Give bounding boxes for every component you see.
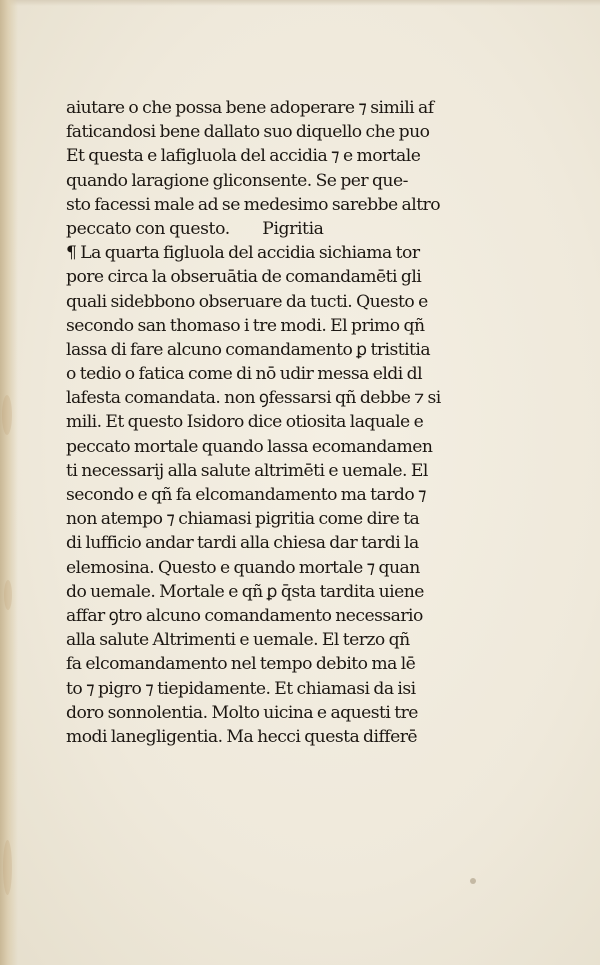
text-line: ¶ La quarta figluola del accidia sichiama tor <box>66 243 420 264</box>
text-line: aiutare o che possa bene adoperare ⁊ simili af <box>66 98 434 118</box>
text-line: doro sonnolentia. Molto uicina e aquesti tre <box>66 702 418 723</box>
text-line: alla salute Altrimenti e uemale. El terzo qñ <box>66 630 410 651</box>
text-block <box>66 96 486 749</box>
text-line: lassa di fare alcuno comandamento ꝑ tristitia <box>66 339 431 360</box>
text-line: do uemale. Mortale e qñ ꝑ q̄sta tardita uiene <box>66 581 424 602</box>
text-line: peccato mortale quando lassa ecomandamen <box>66 436 433 457</box>
text-line: mili. Et questo Isidoro dice otiosita laquale e <box>66 412 424 433</box>
text-line: Et questa e lafigluola del accidia ⁊ e mortale <box>66 146 421 167</box>
text-line: ti necessarij alla salute altrimēti e uemale. El <box>66 460 428 481</box>
paper-stain <box>3 840 12 895</box>
text-line: quali sidebbono obseruare da tucti. Questo e <box>66 291 428 312</box>
text-line: non atempo ⁊ chiamasi pigritia come dire ta <box>66 509 420 530</box>
text-line: fa elcomandamento nel tempo debito ma lē <box>66 654 416 675</box>
text-line: di lufficio andar tardi alla chiesa dar tardi la <box>66 533 419 554</box>
text-line: peccato con questo. Pigritia <box>66 218 324 239</box>
text-line: elemosina. Questo e quando mortale ⁊ quan <box>66 557 420 578</box>
paper-stain <box>4 580 12 610</box>
paper-stain <box>2 395 12 435</box>
text-line: o tedio o fatica come di nō udir messa eldi dl <box>66 364 423 385</box>
page-top-edge <box>0 0 600 6</box>
ink-speck <box>470 878 476 884</box>
text-line: affar ꝯtro alcuno comandamento necessario <box>66 605 423 626</box>
binding-gutter <box>0 0 18 965</box>
text-line: modi lanegligentia. Ma hecci questa differē <box>66 726 417 747</box>
text-line: quando laragione gliconsente. Se per que- <box>66 170 408 191</box>
text-line: to ⁊ pigro ⁊ tiepidamente. Et chiamasi da isi <box>66 678 416 699</box>
text-line: lafesta comandata. non ꝯfessarsi qñ debbe ⁊ si <box>66 388 441 409</box>
text-line: secondo e qñ fa elcomandamento ma tardo ⁊ <box>66 485 427 505</box>
text-line: pore circa la obseruātia de comandamēti gli <box>66 267 422 288</box>
text-line: sto facessi male ad se medesimo sarebbe altro <box>66 194 441 215</box>
text-line: secondo san thomaso i tre modi. El primo qñ <box>66 315 425 336</box>
text-line: faticandosi bene dallato suo diquello che puo <box>66 122 430 143</box>
